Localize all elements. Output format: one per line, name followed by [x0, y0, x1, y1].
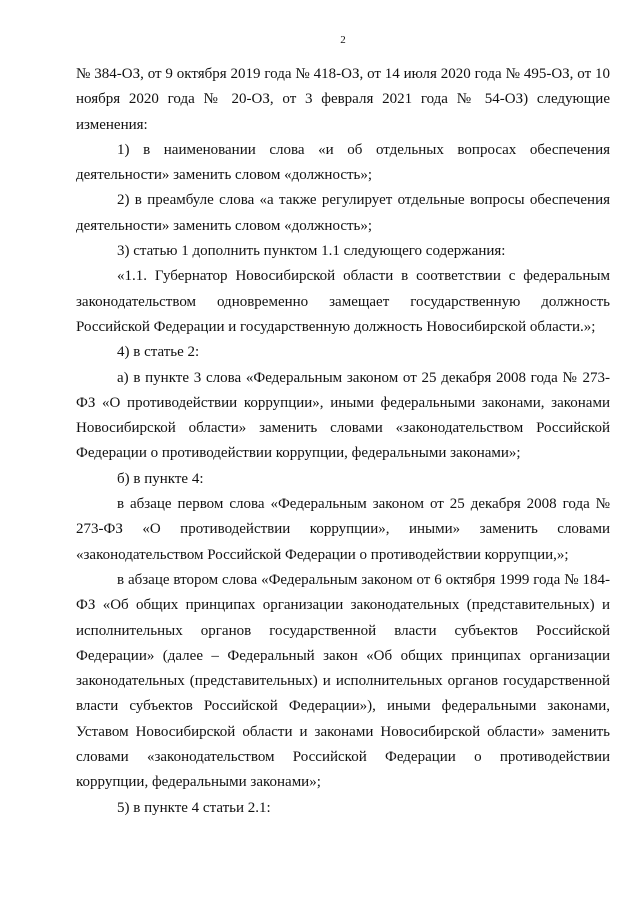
paragraph-abzac-first: в абзаце первом слова «Федеральным законом от 25 декабря 2008 года № 273-ФЗ «О противодействии коррупции», иными» заменить словами «законодательством Российской Федерации о противодействии коррупции,»; — [76, 496, 610, 563]
paragraph-item-2: 2) в преамбуле слова «а также регулирует отдельные вопросы обеспечения деятельности» заменить словом «должность»; — [76, 192, 610, 234]
document-body — [76, 62, 610, 821]
paragraph-abzac-second: в абзаце втором слова «Федеральным законом от 6 октября 1999 года № 184-ФЗ «Об общих принципах организации законодательных (представительных) и исполнительных органов государственной власти субъектов Российской Федерации» (далее – Федеральный закон «Об общих принципах организации законодательных (представительных) и исполнительных органов государственной власти субъектов Российской Федерации»), иными федеральными законами, Уставом Новосибирской области и законами Новосибирской области» заменить словами «законодательством Российской Федерации о противодействии коррупции, федеральными законами»; — [76, 571, 610, 791]
paragraph-quote-1-1: «1.1. Губернатор Новосибирской области в соответствии с федеральным законодательством одновременно замещает государственную должность Российской Федерации и государственную должность Новосибирской области.»; — [76, 268, 610, 335]
paragraph-item-4a: а) в пункте 3 слова «Федеральным законом от 25 декабря 2008 года № 273-ФЗ «О противодействии коррупции», иными федеральными законами, законами Новосибирской области» заменить словами «законодательством Российской Федерации о противодействии коррупции, федеральными законами»; — [76, 369, 610, 462]
page-number: 2 — [340, 34, 346, 46]
paragraph-item-1: 1) в наименовании слова «и об отдельных вопросах обеспечения деятельности» заменить словом «должность»; — [76, 141, 610, 184]
paragraph-item-4b: б) в пункте 4: — [117, 470, 204, 487]
paragraph-item-5: 5) в пункте 4 статьи 2.1: — [117, 799, 271, 816]
paragraph-intro-continuation: № 384-ОЗ, от 9 октября 2019 года № 418-ОЗ, от 14 июля 2020 года № 495-ОЗ, от 10 ноября 2020 года № 20-ОЗ, от 3 февраля 2021 года № 54-ОЗ) следующие изменения: — [76, 66, 610, 133]
paragraph-item-3: 3) статью 1 дополнить пунктом 1.1 следующего содержания: — [117, 243, 506, 260]
paragraph-item-4: 4) в статье 2: — [117, 344, 200, 361]
